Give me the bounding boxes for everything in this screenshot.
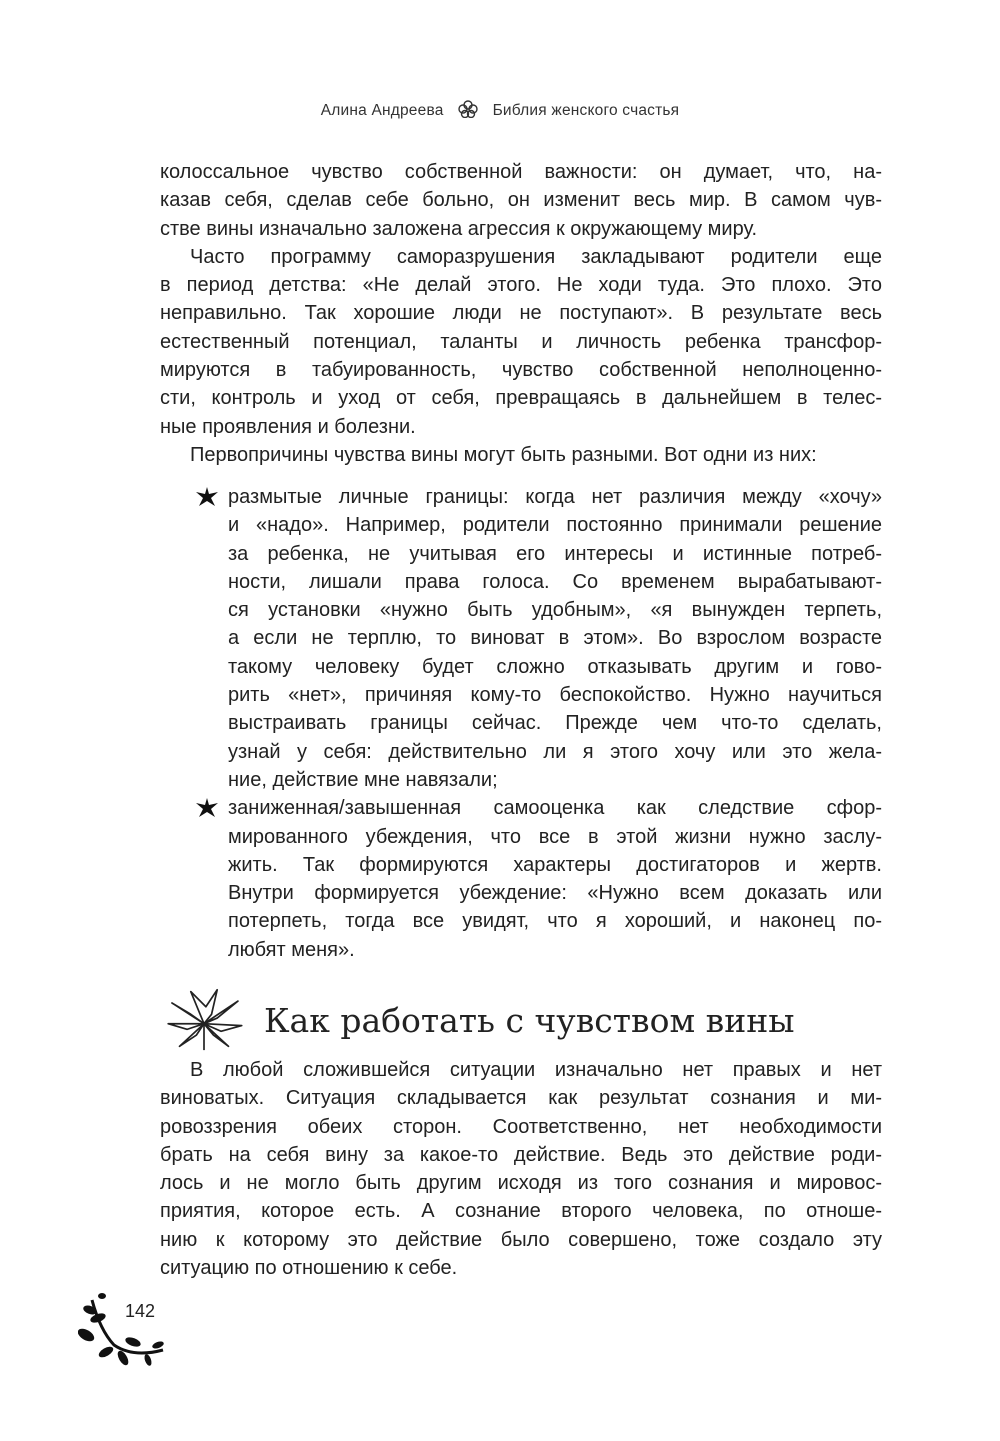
flower-icon bbox=[458, 100, 478, 123]
bullet-item bbox=[192, 483, 882, 794]
text-line: узнай у себя: действительно ли я этого хочу или это жела- bbox=[228, 740, 882, 763]
text-line: ровоззрения обеих сторон. Соответственно, нет необходимости bbox=[160, 1115, 882, 1138]
header-book-title: Библия женского счастья bbox=[492, 102, 680, 119]
text-line: а если не терплю, то виноват в этом». Во взрослом возрасте bbox=[228, 627, 882, 650]
text-line: заниженная/завышенная самооценка как следствие сфор- bbox=[228, 797, 882, 820]
lotus-flower-icon bbox=[160, 986, 248, 1057]
running-header bbox=[0, 100, 1000, 123]
page-number: 142 bbox=[125, 1301, 156, 1321]
section-heading bbox=[160, 988, 794, 1054]
text-line: сти, контроль и уход от себя, превращаясь в дальнейшем в телес- bbox=[160, 387, 882, 410]
text-line: приятия, которое есть. А сознание второго человека, по отноше- bbox=[160, 1200, 882, 1223]
star-bullet-icon bbox=[196, 798, 218, 818]
text-line: виноватых. Ситуация складывается как результат сознания и ми- bbox=[160, 1087, 882, 1110]
text-line: брать на себя вину за какое-то действие. Ведь это действие роди- bbox=[160, 1143, 882, 1166]
star-bullet-icon bbox=[196, 487, 218, 507]
text-line: потерпеть, тогда все увидят, что я хороший, и наконец по- bbox=[228, 910, 882, 933]
text-line: рить «нет», причиняя кому-то беспокойство. Нужно научиться bbox=[228, 684, 882, 707]
section-title: Как работать с чувством вины bbox=[264, 1001, 795, 1040]
text-line: неправильно. Так хорошие люди не поступают». В результате весь bbox=[160, 302, 882, 325]
text-line: за ребенка, не учитывая его интересы и истинные потреб- bbox=[228, 542, 882, 565]
text-line: ситуацию по отношению к себе. bbox=[160, 1257, 458, 1280]
text-line: выстраивать границы сейчас. Прежде чем что-то сделать, bbox=[228, 712, 882, 735]
text-line: стве вины изначально заложена агрессия к окружающему миру. bbox=[160, 217, 758, 240]
text-line: ся установки «нужно быть удобным», «я вынужден терпеть, bbox=[228, 599, 882, 622]
text-line: естественный потенциал, таланты и личность ребенка трансфор- bbox=[160, 330, 882, 353]
text-line: мированного убеждения, что все в этой жизни нужно заслу- bbox=[228, 825, 882, 848]
text-line: Внутри формируется убеждение: «Нужно всем доказать или bbox=[228, 882, 882, 905]
text-line: любят меня». bbox=[228, 938, 355, 961]
text-line: ности, лишали права голоса. Со временем вырабатывают- bbox=[228, 570, 882, 593]
text-line: мируются в табуированность, чувство собственной неполноценно- bbox=[160, 359, 882, 382]
bullet-item bbox=[192, 794, 882, 964]
text-line: казав себя, сделав себе больно, он изменит весь мир. В самом чув- bbox=[160, 189, 882, 212]
body-text-bottom bbox=[160, 1056, 882, 1282]
text-line: Первопричины чувства вины могут быть разными. Вот одни из них: bbox=[190, 443, 817, 466]
text-line: и «надо». Например, родители постоянно принимали решение bbox=[228, 514, 882, 537]
text-line: В любой сложившейся ситуации изначально нет правых и нет bbox=[190, 1059, 882, 1081]
text-line: колоссальное чувство собственной важности: он думает, что, на- bbox=[160, 161, 882, 183]
text-line: лось и не могло быть другим исходя из того сознания и мировос- bbox=[160, 1172, 882, 1195]
text-line: такому человеку будет сложно отказывать другим и гово- bbox=[228, 655, 882, 678]
text-line: размытые личные границы: когда нет различия между «хочу» bbox=[228, 486, 882, 508]
text-line: в период детства: «Не делай этого. Не ходи туда. Это плохо. Это bbox=[160, 274, 882, 297]
header-author: Алина Андреева bbox=[320, 102, 444, 119]
text-line: ние, действие мне навязали; bbox=[228, 768, 498, 791]
text-line: Часто программу саморазрушения закладывают родители еще bbox=[190, 245, 882, 268]
text-line: нию к которому это действие было совершено, тоже создало эту bbox=[160, 1228, 882, 1251]
text-line: жить. Так формируются характеры достигаторов и жертв. bbox=[228, 853, 882, 876]
text-line: ные проявления и болезни. bbox=[160, 415, 416, 438]
body-text-top bbox=[160, 158, 882, 469]
bullet-list bbox=[192, 483, 882, 964]
